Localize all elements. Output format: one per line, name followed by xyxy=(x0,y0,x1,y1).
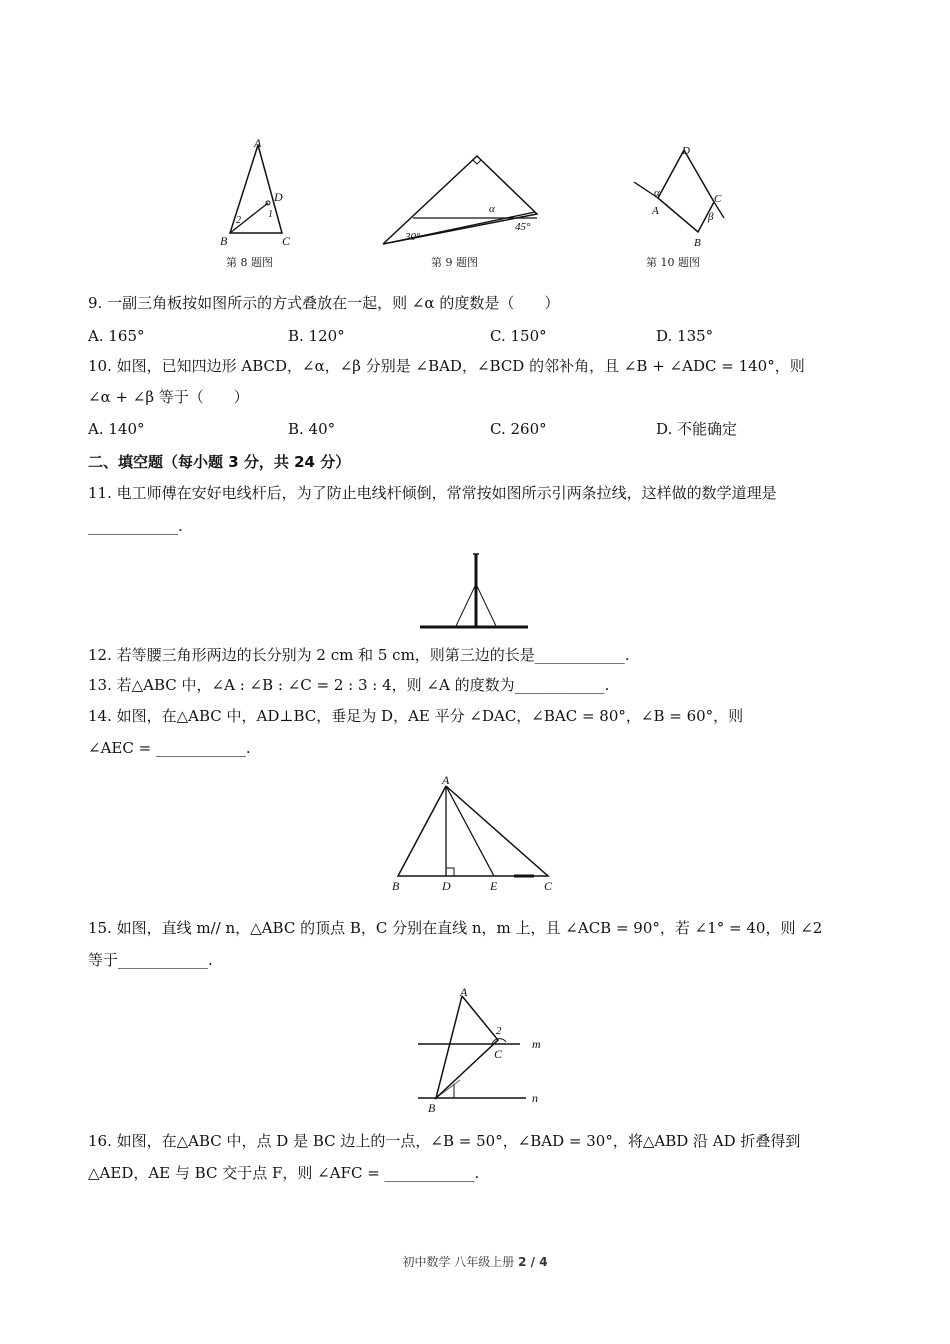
label-B: B xyxy=(694,237,701,249)
question-15-line2: 等于____________. xyxy=(88,951,213,969)
label-m: m xyxy=(532,1037,541,1051)
caption: 第 8 题图 xyxy=(226,256,273,269)
label-D: D xyxy=(274,190,283,204)
question-13: 13. 若△ABC 中，∠A : ∠B : ∠C = 2 : 3 : 4，则 ∠A 的度数为____________. xyxy=(88,676,610,694)
page-footer xyxy=(0,1253,950,1270)
figure-q11-pole xyxy=(418,548,530,632)
q10-option-d[interactable]: D. 不能确定 xyxy=(656,420,738,438)
question-15-line1: 15. 如图，直线 m// n，△ABC 的顶点 B，C 分别在直线 n，m 上，且 ∠ACB = 90°，若 ∠1° = 40，则 ∠2 xyxy=(88,919,823,937)
figure-q10 xyxy=(628,140,738,274)
label-A: A xyxy=(460,985,468,999)
question-16-line1: 16. 如图，在△ABC 中，点 D 是 BC 边上的一点，∠B = 50°，∠BAD = 30°，将△ABD 沿 AD 折叠得到 xyxy=(88,1132,801,1150)
q10-option-c[interactable]: C. 260° xyxy=(490,420,547,438)
question-9: 9. 一副三角板按如图所示的方式叠放在一起，则 ∠α 的度数是（ ） xyxy=(88,294,560,312)
label-2: 2 xyxy=(236,215,241,226)
question-10-line1: 10. 如图，已知四边形 ABCD，∠α，∠β 分别是 ∠BAD，∠BCD 的邻补角，且 ∠B + ∠ADC = 140°，则 xyxy=(88,357,805,375)
label-beta: β xyxy=(708,211,714,223)
q10-option-b[interactable]: B. 40° xyxy=(288,420,336,438)
q10-option-a[interactable]: A. 140° xyxy=(88,420,145,438)
label-45: 45° xyxy=(515,221,531,233)
label-1: 1 xyxy=(268,209,273,220)
label-D: D xyxy=(682,145,690,157)
q9-option-a[interactable]: A. 165° xyxy=(88,327,145,345)
label-C: C xyxy=(714,193,722,205)
section-2-heading: 二、填空题（每小题 3 分，共 24 分） xyxy=(88,453,351,471)
figure-q15 xyxy=(414,984,550,1114)
label-C: C xyxy=(494,1047,503,1061)
label-C: C xyxy=(544,879,553,893)
label-A: A xyxy=(254,136,262,150)
label-E: E xyxy=(490,879,498,893)
caption: 第 9 题图 xyxy=(431,256,478,269)
question-11-line1: 11. 电工师傅在安好电线杆后，为了防止电线杆倾倒，常常按如图所示引两条拉线，这样做的数学道理是 xyxy=(88,484,777,502)
label-C: C xyxy=(282,234,291,248)
q9-option-d[interactable]: D. 135° xyxy=(656,327,714,345)
label-alpha: α xyxy=(654,187,660,199)
label-B: B xyxy=(392,879,400,893)
question-14-line1: 14. 如图，在△ABC 中，AD⊥BC，垂足为 D，AE 平分 ∠DAC，∠BAC = 80°，∠B = 60°，则 xyxy=(88,707,744,725)
label-alpha: α xyxy=(489,203,495,215)
label-n: n xyxy=(532,1091,538,1105)
q9-option-b[interactable]: B. 120° xyxy=(288,327,345,345)
label-B: B xyxy=(428,1101,436,1114)
figure-q8 xyxy=(220,135,300,275)
label-D: D xyxy=(442,879,451,893)
label-2: 2 xyxy=(496,1025,502,1037)
footer-subject: 初中数学 八年级上册 xyxy=(402,1255,515,1269)
q9-option-c[interactable]: C. 150° xyxy=(490,327,547,345)
figure-q9 xyxy=(375,148,555,274)
figure-q14 xyxy=(388,772,560,896)
label-B: B xyxy=(220,234,228,248)
label-A: A xyxy=(442,773,450,787)
question-10-line2: ∠α + ∠β 等于（ ） xyxy=(88,388,249,406)
question-11-line2: ____________. xyxy=(88,517,183,535)
question-14-line2: ∠AEC = ____________. xyxy=(88,739,251,757)
footer-page-number: 2 / 4 xyxy=(518,1255,548,1269)
caption: 第 10 题图 xyxy=(646,256,700,269)
label-30: 30° xyxy=(405,231,421,243)
label-A: A xyxy=(652,205,659,217)
question-16-line2: △AED，AE 与 BC 交于点 F，则 ∠AFC = ____________. xyxy=(88,1164,480,1182)
question-12: 12. 若等腰三角形两边的长分别为 2 cm 和 5 cm，则第三边的长是____________. xyxy=(88,646,630,664)
